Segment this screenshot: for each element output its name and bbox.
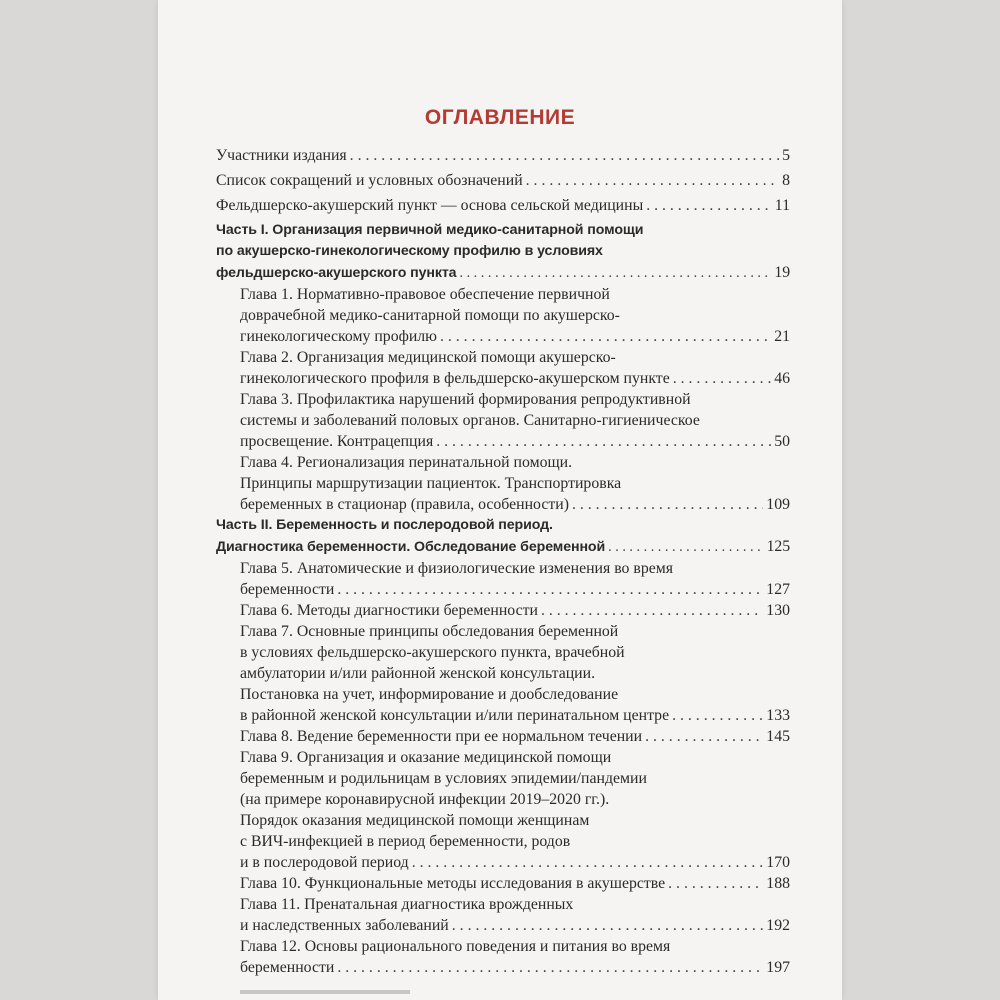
toc-entry-chapter[interactable]	[240, 621, 790, 726]
dot-leader	[452, 915, 764, 936]
toc-entry-text: беременных в стационар (правила, особенности)	[240, 496, 569, 513]
table-of-contents	[216, 145, 790, 978]
toc-entry-text: Участники издания	[216, 147, 347, 164]
toc-entry-chapter[interactable]	[240, 600, 790, 621]
toc-entry-leader-line	[240, 431, 790, 452]
page-number: 192	[766, 917, 790, 934]
dot-leader	[526, 170, 779, 191]
toc-entry-chapter[interactable]	[240, 726, 790, 747]
toc-entry-leader-line	[240, 873, 790, 894]
toc-entry-line: Часть I. Организация первичной медико-санитарной помощи	[216, 222, 644, 238]
toc-entry-text: Глава 10. Функциональные методы исследования в акушерстве	[240, 875, 666, 892]
toc-entry-text: Диагностика беременности. Обследование беременной	[216, 539, 606, 555]
page-number: 145	[766, 728, 790, 745]
toc-entry-line: с ВИЧ-инфекцией в период беременности, родов	[240, 833, 571, 850]
dot-leader	[440, 326, 771, 347]
page-number: 170	[766, 854, 790, 871]
dot-leader	[459, 263, 771, 284]
toc-entry-text: в районной женской консультации и/или перинатальном центре	[240, 707, 670, 724]
toc-entry-chapter[interactable]	[240, 347, 790, 389]
toc-entry-line: системы и заболеваний половых органов. Санитарно-гигиеническое	[240, 412, 700, 429]
page-number: 125	[766, 538, 790, 555]
toc-entry-text: гинекологическому профилю	[240, 328, 437, 345]
toc-entry-part[interactable]	[216, 220, 790, 284]
toc-entry-text: Глава 6. Методы диагностики беременности	[240, 602, 538, 619]
toc-entry-line: по акушерско-гинекологическому профилю в условиях	[216, 243, 603, 259]
toc-entry-chapter[interactable]	[240, 389, 790, 452]
toc-entry-leader-line	[216, 145, 790, 166]
toc-entry-leader-line	[216, 170, 790, 191]
toc-entry-chapter[interactable]	[240, 894, 790, 936]
page-number: 19	[774, 264, 790, 281]
toc-entry-chapter[interactable]	[240, 558, 790, 600]
page-number: 46	[774, 370, 790, 387]
page-number: 50	[774, 433, 790, 450]
page-number: 21	[774, 328, 790, 345]
toc-entry-line: беременным и родильницам в условиях эпидемии/пандемии	[240, 770, 647, 787]
toc-entry-line: Глава 9. Организация и оказание медицинской помощи	[240, 749, 612, 766]
toc-entry-leader-line	[240, 957, 790, 978]
toc-entry-line: Глава 4. Регионализация перинатальной помощи.	[240, 454, 573, 471]
dot-leader	[337, 579, 763, 600]
toc-entry-line: Глава 2. Организация медицинской помощи акушерско-	[240, 349, 616, 366]
toc-entry-line: Глава 5. Анатомические и физиологические изменения во время	[240, 560, 674, 577]
toc-entry-leader-line	[216, 536, 790, 558]
page-number: 130	[766, 602, 790, 619]
toc-entry-leader-line	[240, 726, 790, 747]
dot-leader	[672, 705, 763, 726]
dot-leader	[646, 195, 772, 216]
page-edge-strip	[240, 990, 410, 994]
page-number: 5	[782, 147, 790, 164]
toc-entry-intro[interactable]	[216, 145, 790, 166]
toc-title: ОГЛАВЛЕНИЕ	[424, 106, 576, 129]
toc-entry-line: Глава 12. Основы рационального поведения и питания во время	[240, 938, 671, 955]
toc-entry-text: беременности	[240, 581, 335, 598]
toc-entry-part[interactable]	[216, 515, 790, 558]
toc-entry-leader-line	[216, 262, 790, 284]
toc-entry-line: доврачебной медико-санитарной помощи по акушерско-	[240, 307, 620, 324]
dot-leader	[541, 600, 763, 621]
page-number: 8	[782, 172, 790, 189]
dot-leader	[412, 852, 764, 873]
toc-entry-chapter[interactable]	[240, 936, 790, 978]
toc-entry-text: фельдшерско-акушерского пункта	[216, 265, 457, 281]
toc-entry-text: гинекологического профиля в фельдшерско-акушерском пункте	[240, 370, 670, 387]
toc-entry-line: амбулатории и/или районной женской консультации.	[240, 665, 596, 682]
toc-entry-chapter[interactable]	[240, 284, 790, 347]
toc-entry-intro[interactable]	[216, 195, 790, 216]
toc-entry-line: в условиях фельдшерско-акушерского пункта, врачебной	[240, 644, 625, 661]
page-number: 109	[766, 496, 790, 513]
toc-entry-intro[interactable]	[216, 170, 790, 191]
dot-leader	[608, 537, 763, 558]
toc-entry-line: Глава 11. Пренатальная диагностика врожденных	[240, 896, 574, 913]
toc-entry-leader-line	[240, 915, 790, 936]
page-number: 133	[766, 707, 790, 724]
toc-entry-line: Глава 7. Основные принципы обследования беременной	[240, 623, 619, 640]
toc-entry-chapter[interactable]	[240, 747, 790, 873]
toc-entry-text: Список сокращений и условных обозначений	[216, 172, 523, 189]
toc-entry-leader-line	[240, 494, 790, 515]
toc-entry-text: беременности	[240, 959, 335, 976]
dot-leader	[436, 431, 771, 452]
toc-entry-leader-line	[216, 195, 790, 216]
toc-entry-leader-line	[240, 368, 790, 389]
toc-entry-text: Фельдшерско-акушерский пункт — основа сельской медицины	[216, 197, 644, 214]
toc-entry-chapter[interactable]	[240, 873, 790, 894]
toc-entry-line: Принципы маршрутизации пациенток. Транспортировка	[240, 475, 622, 492]
toc-entry-line: Часть II. Беременность и послеродовой период.	[216, 517, 553, 533]
toc-entry-text: и в послеродовой период	[240, 854, 409, 871]
dot-leader	[572, 494, 763, 515]
page-number: 11	[774, 197, 790, 214]
toc-entry-leader-line	[240, 600, 790, 621]
dot-leader	[350, 145, 779, 166]
toc-entry-text: и наследственных заболеваний	[240, 917, 449, 934]
toc-entry-text: просвещение. Контрацепция	[240, 433, 434, 450]
toc-entry-line: Глава 1. Нормативно-правовое обеспечение первичной	[240, 286, 610, 303]
toc-entry-line: Порядок оказания медицинской помощи женщинам	[240, 812, 590, 829]
toc-entry-chapter[interactable]	[240, 452, 790, 515]
page-number: 197	[766, 959, 790, 976]
toc-entry-leader-line	[240, 852, 790, 873]
dot-leader	[337, 957, 763, 978]
page-number: 127	[766, 581, 790, 598]
dot-leader	[668, 873, 763, 894]
toc-entry-line: Глава 3. Профилактика нарушений формирования репродуктивной	[240, 391, 691, 408]
toc-entry-leader-line	[240, 579, 790, 600]
toc-entry-text: Глава 8. Ведение беременности при ее нормальном течении	[240, 728, 643, 745]
page-number: 188	[766, 875, 790, 892]
toc-entry-leader-line	[240, 705, 790, 726]
toc-entry-line: Постановка на учет, информирование и дообследование	[240, 686, 619, 703]
toc-entry-leader-line	[240, 326, 790, 347]
dot-leader	[673, 368, 771, 389]
dot-leader	[645, 726, 763, 747]
toc-entry-line: (на примере коронавирусной инфекции 2019–2020 гг.).	[240, 791, 610, 808]
